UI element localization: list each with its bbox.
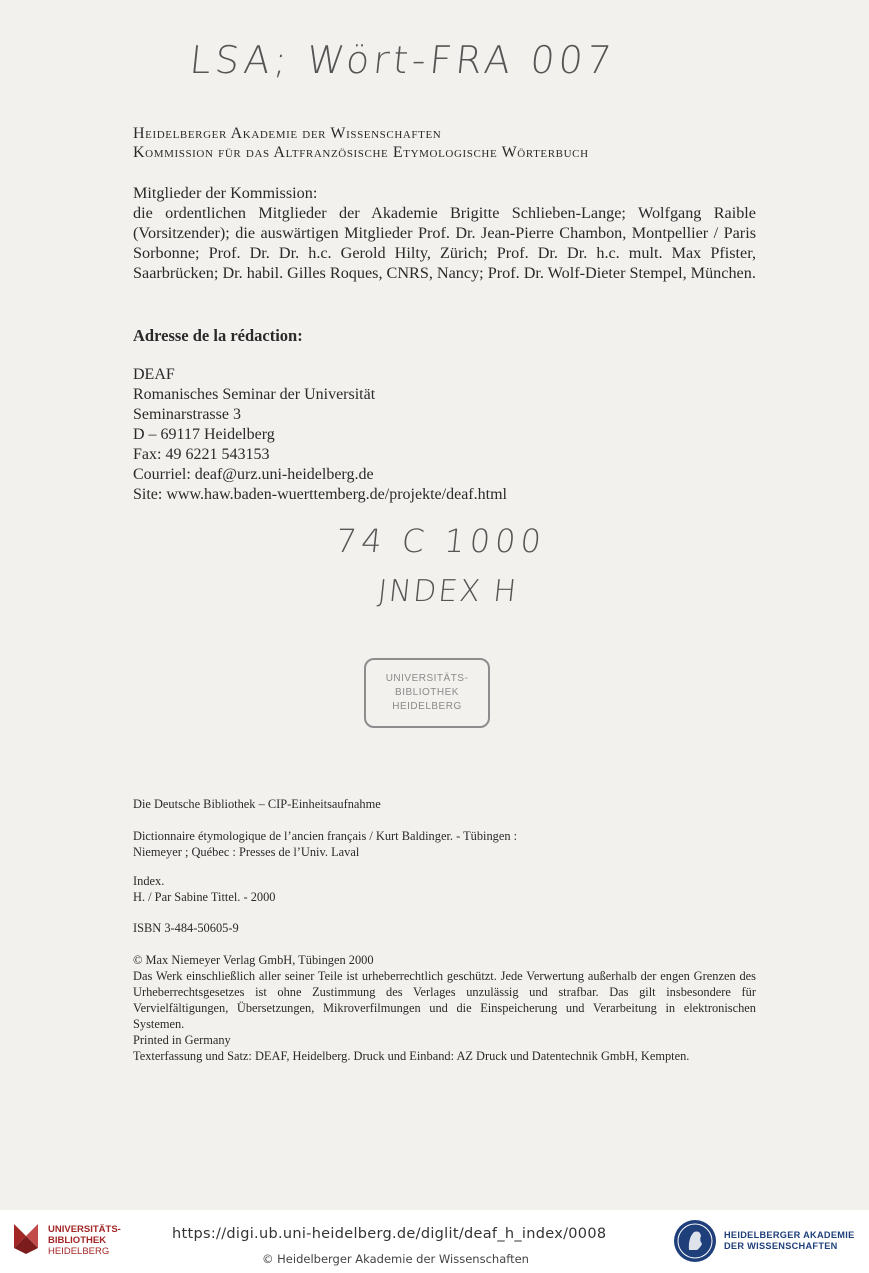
commission-name: Kommission für das Altfranzösische Etymologische Wörterbuch — [133, 144, 589, 161]
cip-dictionary-entry — [133, 828, 756, 860]
copyright-notice — [133, 952, 756, 1064]
academy-name: Heidelberger Akademie der Wissenschaften — [133, 125, 442, 142]
copyright-line: © Max Niemeyer Verlag GmbH, Tübingen 2000 — [133, 953, 374, 967]
address-email: Courriel: deaf@urz.uni-heidelberg.de — [133, 466, 374, 483]
editorial-address — [133, 365, 756, 505]
commission-members — [133, 183, 756, 283]
ub-line: HEIDELBERG — [48, 1246, 110, 1257]
rights-text: Das Werk einschließlich aller seiner Teile ist urheberrechtlich geschützt. Jede Verwertung außerhalb der engen Grenzen des Urheberrechtsgesetzes ist ohne Zustimmung des Verlages unzulässig und strafbar. Das gilt insbesondere für Vervielfältigungen, Übersetzungen, Mikroverfilmungen und die Einspeicherung und Verarbeitung in elektronischen Systemen. — [133, 969, 756, 1031]
hadw-wordmark[interactable] — [724, 1230, 855, 1252]
address-line: Seminarstrasse 3 — [133, 406, 241, 423]
cip-line: Index. — [133, 874, 165, 888]
members-heading: Mitglieder der Kommission: — [133, 184, 318, 202]
typesetting-credit: Texterfassung und Satz: DEAF, Heidelberg. Druck und Einband: AZ Druck und Datentechnik GmbH, Kempten. — [133, 1049, 690, 1063]
cip-line: Dictionnaire étymologique de l’ancien français / Kurt Baldinger. - Tübingen : — [133, 829, 518, 843]
handwritten-index-note: JNDEX H — [376, 574, 520, 609]
cip-index-entry — [133, 873, 756, 905]
permalink-url[interactable]: https://digi.ub.uni-heidelberg.de/diglit/deaf_h_index/0008 — [172, 1226, 607, 1242]
stamp-line: UNIVERSITÄTS- — [385, 673, 469, 684]
address-fax: Fax: 49 6221 543153 — [133, 446, 270, 463]
library-stamp — [364, 658, 490, 728]
ub-line: BIBLIOTHEK — [48, 1235, 107, 1246]
cip-title: Die Deutsche Bibliothek – CIP-Einheitsaufnahme — [133, 797, 381, 811]
printed-in: Printed in Germany — [133, 1033, 231, 1047]
address-heading: Adresse de la rédaction: — [133, 326, 303, 345]
academy-header — [133, 124, 756, 162]
cip-line: Niemeyer ; Québec : Presses de l’Univ. Laval — [133, 845, 360, 859]
handwritten-shelfmark: 74 C 1000 — [334, 522, 548, 560]
viewer-footer — [0, 1210, 869, 1273]
hadw-line: DER WISSENSCHAFTEN — [724, 1241, 838, 1251]
address-website: Site: www.haw.baden-wuerttemberg.de/projekte/deaf.html — [133, 486, 507, 503]
address-line: Romanisches Seminar der Universität — [133, 386, 376, 403]
footer-copyright: © Heidelberger Akademie der Wissenschaften — [262, 1252, 529, 1266]
handwritten-catalog-note: LSA; Wört-FRA 007 — [187, 38, 618, 82]
ub-heidelberg-logo-icon[interactable] — [10, 1220, 42, 1256]
address-line: DEAF — [133, 366, 175, 383]
hadw-line: HEIDELBERGER AKADEMIE — [724, 1230, 855, 1240]
members-text: die ordentlichen Mitglieder der Akademie Brigitte Schlieben-Lange; Wolfgang Raible (Vorsitzender); die auswärtigen Mitglieder Prof. Dr. Jean-Pierre Chambon, Montpellier / Paris Sorbonne; Prof. Dr. Dr. h.c. Gerold Hilty, Zürich; Prof. Dr. Dr. h.c. mult. Max Pfister, Saarbrücken; Dr. habil. Gilles Roques, CNRS, Nancy; Prof. Dr. Wolf-Dieter Stempel, München. — [133, 204, 756, 282]
ub-heidelberg-wordmark[interactable] — [48, 1224, 121, 1257]
cip-line: H. / Par Sabine Tittel. - 2000 — [133, 890, 276, 904]
stamp-line: BIBLIOTHEK — [395, 687, 459, 698]
stamp-line: HEIDELBERG — [392, 701, 462, 712]
isbn: ISBN 3-484-50605-9 — [133, 921, 239, 935]
ub-line: UNIVERSITÄTS- — [48, 1224, 121, 1235]
address-line: D – 69117 Heidelberg — [133, 426, 275, 443]
hadw-seal-icon[interactable] — [672, 1218, 718, 1264]
